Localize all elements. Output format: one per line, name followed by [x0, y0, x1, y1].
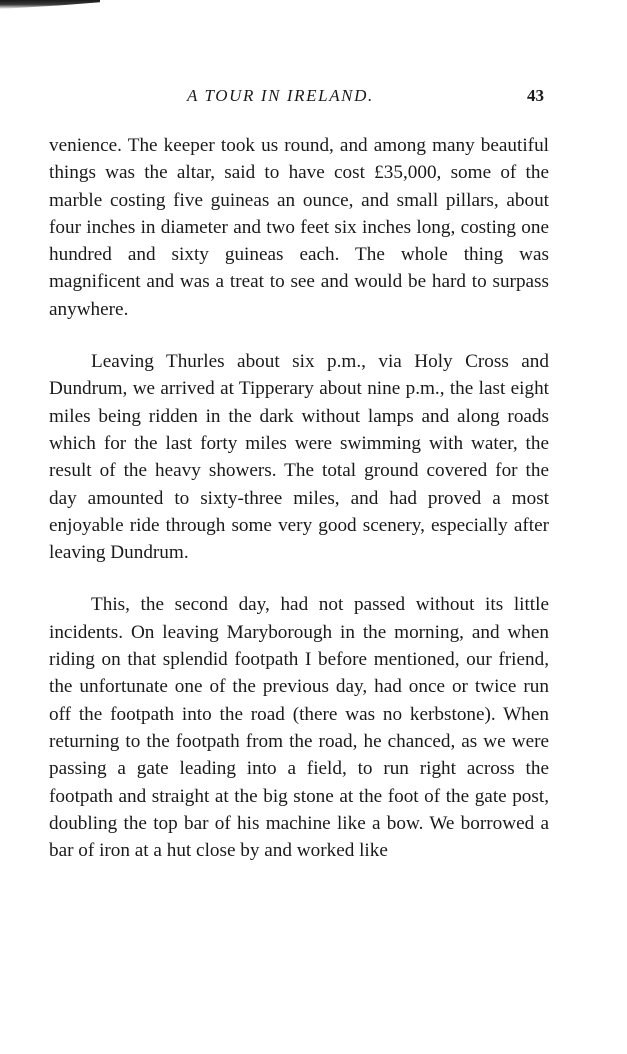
running-head: [0, 86, 627, 110]
page-number: 43: [527, 86, 544, 105]
paragraph-2: Leaving Thurles about six p.m., via Holy Cross and Dundrum, we arrived at Tipperary about nine p.m., the last eight miles being ridden in the dark without lamps and along roads which for the last forty miles were swimming with water, the result of the heavy showers. The total ground covered for the day amounted to sixty-three miles, and had proved a most enjoyable ride through some very good scenery, especially after leaving Dundrum.: [49, 351, 549, 564]
paragraph-3: This, the second day, had not passed without its little incidents. On leaving Maryborough in the morning, and when riding on that splendid footpath I before mentioned, our friend, the unfortunate one of the previous day, had once or twice run off the footpath into the road (there was no kerbstone). When returning to the footpath from the road, he chanced, as we were passing a gate leading into a field, to run right across the footpath and straight at the big stone at the foot of the gate post, doubling the top bar of his machine like a bow. We borrowed a bar of iron at a hut close by and worked like: [49, 594, 549, 862]
running-title: A TOUR IN IRELAND.: [187, 86, 374, 105]
body-text: [49, 132, 549, 864]
paragraph-1: venience. The keeper took us round, and among many beautiful things was the altar, said to have cost £35,000, some of the marble costing five guineas an ounce, and small pillars, about four inches in diameter and two feet six inches long, costing one hundred and sixty guineas each. The whole thing was magnificent and was a treat to see and would be hard to surpass anywhere.: [49, 135, 549, 320]
scan-edge-mark: [0, 0, 100, 9]
